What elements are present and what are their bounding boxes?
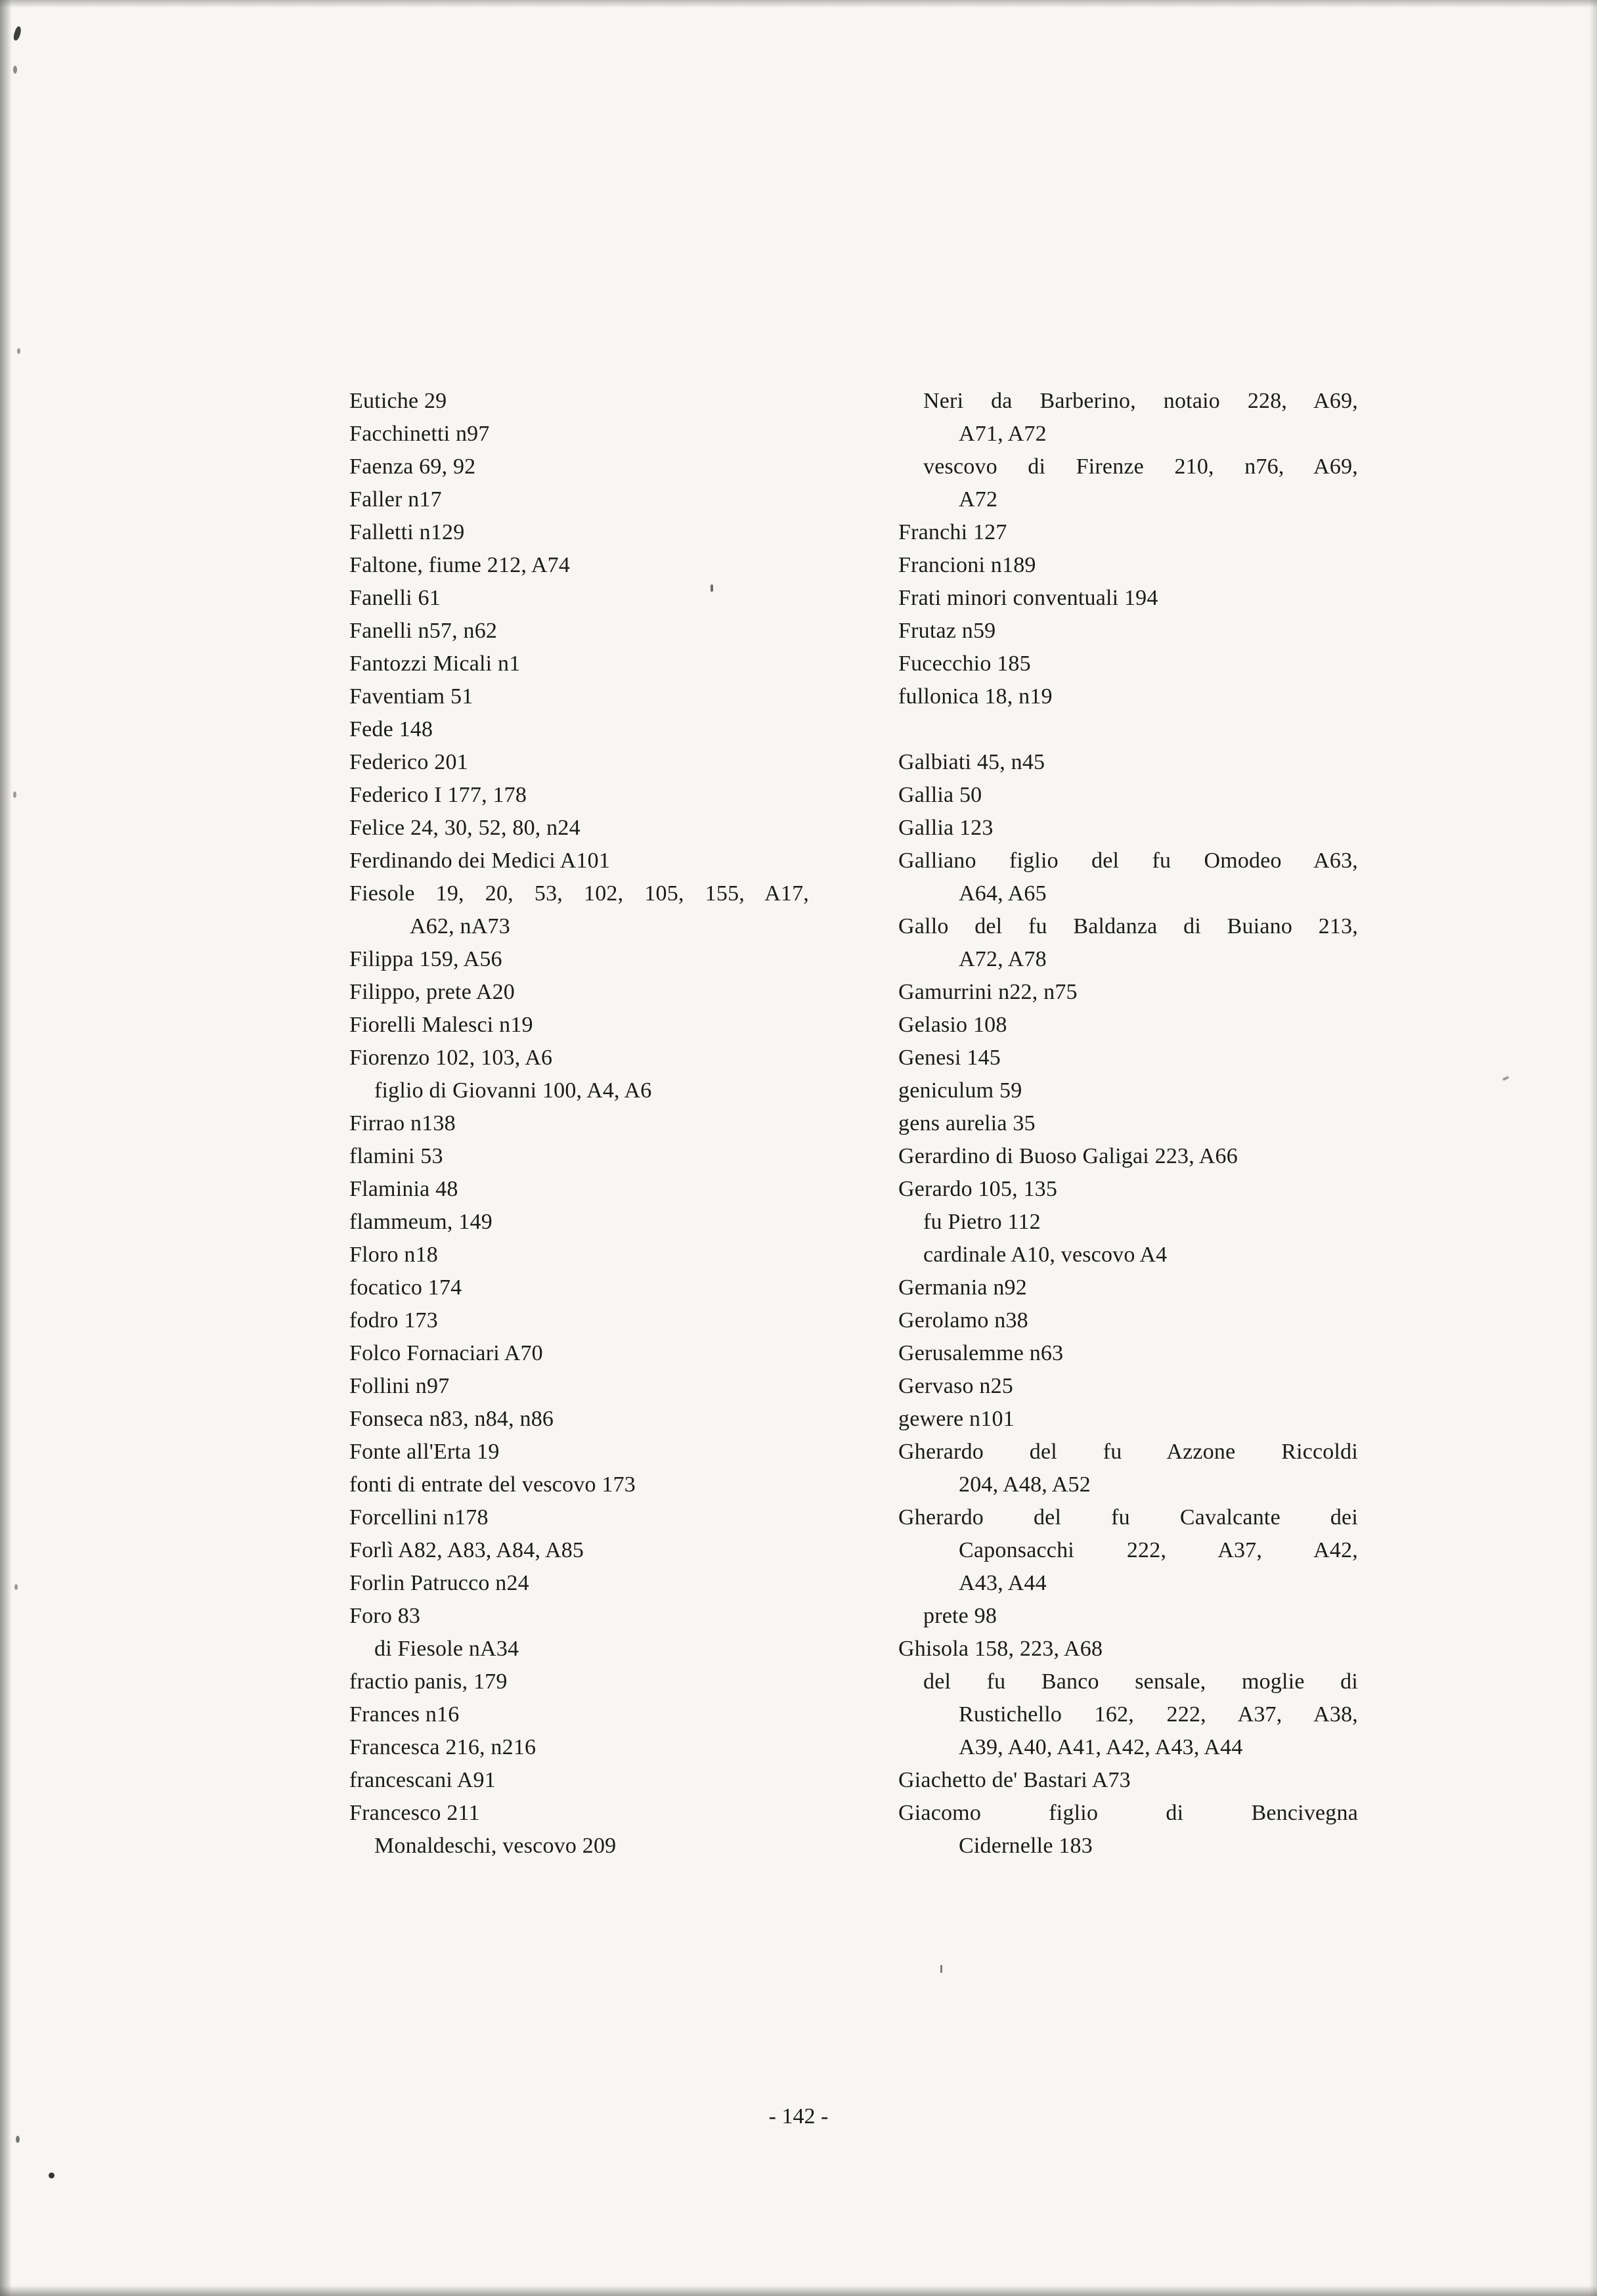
index-entry-line: A39, A40, A41, A42, A43, A44: [959, 1735, 1243, 1759]
scan-edge-right: [1589, 0, 1597, 2296]
index-entry-line: Ghisola 158, 223, A68: [898, 1637, 1103, 1661]
index-entry-line: flamini 53: [349, 1144, 443, 1168]
scan-artifact: [940, 1965, 942, 1973]
index-entry-line: Gallia 50: [898, 783, 982, 807]
index-entry-line: A72, A78: [959, 947, 1047, 971]
index-entry-line: vescovo di Firenze 210, n76, A69,: [923, 454, 1358, 479]
index-entry-line: Caponsacchi 222, A37, A42,: [959, 1538, 1358, 1562]
index-entry-line: Frances n16: [349, 1702, 460, 1727]
index-entry-line: Francesco 211: [349, 1801, 480, 1825]
index-entry-line: fodro 173: [349, 1308, 438, 1333]
index-entry-line: flammeum, 149: [349, 1210, 492, 1234]
index-entry-line: Gerolamo n38: [898, 1308, 1028, 1333]
index-entry-line: Gallia 123: [898, 816, 994, 840]
index-entry-line: Frutaz n59: [898, 619, 996, 643]
index-entry-line: A72: [959, 487, 998, 512]
index-entry-line: Germania n92: [898, 1275, 1027, 1300]
scan-artifact: [14, 1584, 18, 1590]
index-entry-line: Giacomo figlio di Bencivegna: [898, 1801, 1358, 1825]
index-entry-line: fullonica 18, n19: [898, 684, 1053, 709]
index-entry-line: A43, A44: [959, 1571, 1047, 1595]
index-entry-line: prete 98: [923, 1604, 997, 1628]
index-entry-line: Cidernelle 183: [959, 1834, 1093, 1858]
index-entry-line: Genesi 145: [898, 1046, 1001, 1070]
index-entry-line: Galliano figlio del fu Omodeo A63,: [898, 849, 1358, 873]
index-entry-line: Gelasio 108: [898, 1013, 1007, 1037]
index-entry-line: Forcellini n178: [349, 1505, 489, 1530]
index-entry-line: cardinale A10, vescovo A4: [923, 1243, 1168, 1267]
index-entry-line: Folco Fornaciari A70: [349, 1341, 543, 1365]
scan-artifact: [16, 2136, 20, 2143]
index-entry-line: Giachetto de' Bastari A73: [898, 1768, 1131, 1792]
index-entry-line: Faenza 69, 92: [349, 454, 476, 479]
index-entry-line: Fiorelli Malesci n19: [349, 1013, 533, 1037]
index-entry-line: Filippo, prete A20: [349, 980, 515, 1004]
index-entry-line: fonti di entrate del vescovo 173: [349, 1472, 636, 1497]
index-entry-line: Fanelli 61: [349, 586, 441, 610]
index-entry-line: Foro 83: [349, 1604, 421, 1628]
index-entry-line: Fiorenzo 102, 103, A6: [349, 1046, 553, 1070]
index-entry-line: Gamurrini n22, n75: [898, 980, 1078, 1004]
index-entry-line: Eutiche 29: [349, 389, 447, 413]
scan-artifact: [13, 791, 16, 798]
scan-edge-bottom: [0, 2285, 1597, 2296]
index-entry-line: Felice 24, 30, 52, 80, n24: [349, 816, 580, 840]
index-entry-line: gewere n101: [898, 1407, 1015, 1431]
index-entry-line: Fede 148: [349, 717, 433, 741]
index-entry-line: Forlì A82, A83, A84, A85: [349, 1538, 584, 1562]
index-entry-line: Neri da Barberino, notaio 228, A69,: [923, 389, 1358, 413]
index-entry-line: Ferdinando dei Medici A101: [349, 849, 611, 873]
index-entry-line: Faltone, fiume 212, A74: [349, 553, 571, 577]
index-entry-line: Gerardo 105, 135: [898, 1177, 1058, 1201]
index-entry-line: Federico 201: [349, 750, 468, 774]
index-entry-line: Filippa 159, A56: [349, 947, 502, 971]
index-entry-line: Gallo del fu Baldanza di Buiano 213,: [898, 914, 1358, 938]
index-entry-line: geniculum 59: [898, 1078, 1022, 1103]
scan-edge-top: [0, 0, 1597, 8]
index-entry-line: Fonseca n83, n84, n86: [349, 1407, 554, 1431]
index-entry-line: francescani A91: [349, 1768, 496, 1792]
index-entry-line: Flaminia 48: [349, 1177, 458, 1201]
index-entry-line: del fu Banco sensale, moglie di: [923, 1669, 1358, 1694]
index-entry-line: Francioni n189: [898, 553, 1036, 577]
index-entry-line: Gerusalemme n63: [898, 1341, 1064, 1365]
index-entry-line: di Fiesole nA34: [374, 1637, 519, 1661]
page-number: - 142 -: [768, 2104, 829, 2129]
index-entry-line: fractio panis, 179: [349, 1669, 508, 1694]
index-entry-line: A64, A65: [959, 881, 1047, 906]
scan-edge-left: [0, 0, 12, 2296]
index-entry-line: fu Pietro 112: [923, 1210, 1041, 1234]
scan-artifact: [12, 26, 22, 41]
index-entry-line: Facchinetti n97: [349, 422, 490, 446]
index-entry-line: figlio di Giovanni 100, A4, A6: [374, 1078, 652, 1103]
index-entry-line: Follini n97: [349, 1374, 450, 1398]
index-entry-line: focatico 174: [349, 1275, 462, 1300]
index-entry-line: Fonte all'Erta 19: [349, 1440, 500, 1464]
scan-artifact: [1502, 1076, 1510, 1081]
index-entry-line: Fanelli n57, n62: [349, 619, 498, 643]
scan-artifact: [13, 66, 17, 74]
index-entry-line: Franchi 127: [898, 520, 1007, 544]
scan-artifact: [49, 2173, 55, 2178]
index-entry-line: Gerardino di Buoso Galigai 223, A66: [898, 1144, 1238, 1168]
index-gap: [898, 713, 1358, 746]
index-entry-line: 204, A48, A52: [959, 1472, 1091, 1497]
index-entry-line: Faller n17: [349, 487, 442, 512]
index-entry-line: Falletti n129: [349, 520, 465, 544]
index-column-right: [898, 385, 1358, 1863]
index-entry-line: A62, nA73: [410, 914, 510, 938]
index-entry-line: Federico I 177, 178: [349, 783, 527, 807]
index-entry-line: Rustichello 162, 222, A37, A38,: [959, 1702, 1358, 1727]
index-entry-line: Fucecchio 185: [898, 651, 1031, 676]
index-entry-line: Gervaso n25: [898, 1374, 1013, 1398]
index-entry-line: Firrao n138: [349, 1111, 456, 1136]
index-entry-line: A71, A72: [959, 422, 1047, 446]
index-entry-line: Fantozzi Micali n1: [349, 651, 521, 676]
index-entry-line: Gherardo del fu Cavalcante dei: [898, 1505, 1358, 1530]
scan-artifact: [17, 348, 20, 354]
index-entry-line: Floro n18: [349, 1243, 438, 1267]
index-entry-line: Galbiati 45, n45: [898, 750, 1045, 774]
index-entry-line: Fiesole 19, 20, 53, 102, 105, 155, A17,: [349, 881, 809, 906]
index-entry-line: Faventiam 51: [349, 684, 473, 709]
index-entry-line: Frati minori conventuali 194: [898, 586, 1158, 610]
index-entry-line: Forlin Patrucco n24: [349, 1571, 529, 1595]
index-entry-line: gens aurelia 35: [898, 1111, 1036, 1136]
index-column-left: [349, 385, 809, 1863]
index-entry-line: Gherardo del fu Azzone Riccoldi: [898, 1440, 1358, 1464]
index-entry-line: Francesca 216, n216: [349, 1735, 536, 1759]
index-entry-line: Monaldeschi, vescovo 209: [374, 1834, 617, 1858]
